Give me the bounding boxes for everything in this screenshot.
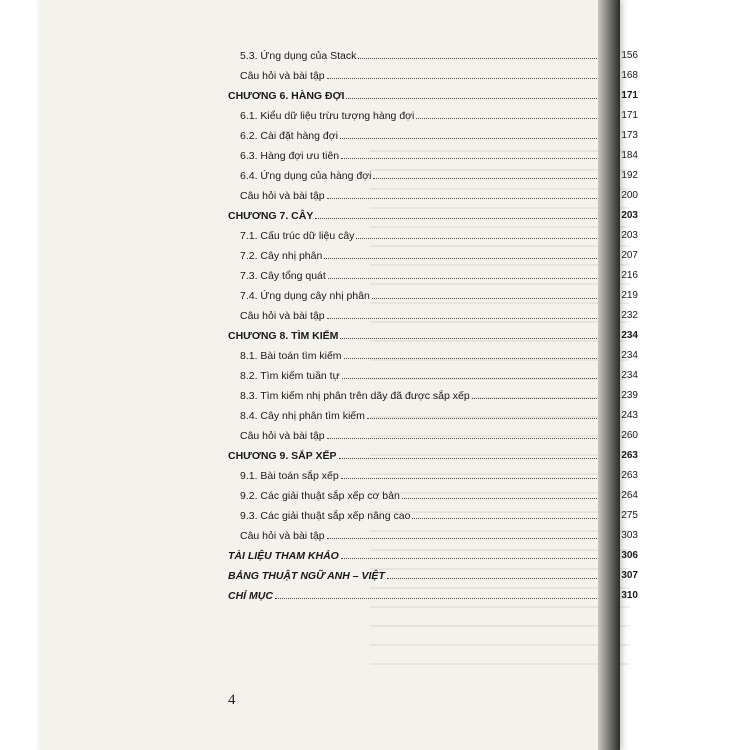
toc-entry-title: BẢNG THUẬT NGỮ ANH – VIỆT [228,570,385,582]
dot-leader [341,157,619,159]
toc-entry-title: 6.4. Ứng dụng của hàng đợi [240,170,372,182]
toc-entry-page: 200 [621,190,638,201]
book-page [40,0,638,750]
table-of-contents [190,42,638,602]
toc-entry-row [190,302,638,322]
toc-entry-row [190,342,638,362]
toc-entry-row [190,382,638,402]
dot-leader [358,57,619,59]
toc-chapter-row [190,442,638,462]
toc-entry-title: 7.2. Cây nhị phân [240,250,323,262]
toc-entry-row [190,502,638,522]
toc-entry-title: CHƯƠNG 6. HÀNG ĐỢI [228,90,345,102]
toc-entry-page: 168 [621,70,638,81]
toc-entry-page: 264 [621,490,638,501]
dot-leader [372,297,619,299]
dot-leader [327,317,620,319]
dot-leader [356,237,619,239]
toc-entry-page: 173 [621,130,638,141]
dot-leader [315,217,619,219]
toc-entry-title: 9.1. Bài toán sắp xếp [240,470,339,482]
dot-leader [340,137,619,139]
toc-entry-title: CHỈ MỤC [228,590,273,602]
toc-entry-row [190,262,638,282]
dot-leader [339,457,620,459]
toc-chapter-row [190,322,638,342]
toc-backmatter-row [190,562,638,582]
toc-entry-page: 275 [621,510,638,521]
toc-entry-title: Câu hỏi và bài tập [240,530,325,542]
toc-entry-page: 219 [621,290,638,301]
toc-entry-row [190,402,638,422]
toc-entry-row [190,222,638,242]
toc-entry-title: CHƯƠNG 9. SẮP XẾP [228,450,337,462]
dot-leader [344,357,620,359]
toc-entry-page: 310 [621,590,638,601]
toc-entry-page: 263 [621,470,638,481]
toc-entry-title: 8.3. Tìm kiếm nhị phân trên dãy đã được sắp xếp [240,390,470,402]
toc-entry-row [190,362,638,382]
toc-entry-page: 203 [621,210,638,221]
toc-entry-row [190,162,638,182]
toc-entry-page: 239 [621,390,638,401]
toc-entry-page: 243 [621,410,638,421]
dot-leader [327,437,620,439]
toc-entry-page: 234 [621,330,638,341]
dot-leader [340,337,619,339]
toc-entry-title: 5.3. Ứng dụng của Stack [240,50,357,62]
toc-entry-row [190,122,638,142]
toc-entry-page: 234 [621,370,638,381]
toc-entry-row [190,462,638,482]
dot-leader [275,597,619,599]
toc-entry-title: Câu hỏi và bài tập [240,190,325,202]
toc-entry-row [190,102,638,122]
toc-entry-page: 216 [621,270,638,281]
toc-entry-title: 7.3. Cây tổng quát [240,270,326,282]
toc-entry-row [190,182,638,202]
page-number: 4 [228,692,236,708]
toc-entry-page: 156 [621,50,638,61]
toc-entry-title: 8.4. Cây nhị phân tìm kiếm [240,410,365,422]
dot-leader [367,417,619,419]
toc-entry-page: 234 [621,350,638,361]
dot-leader [416,117,619,119]
toc-entry-page: 171 [621,90,638,101]
toc-entry-row [190,42,638,62]
toc-entry-row [190,242,638,262]
dot-leader [387,577,619,579]
dot-leader [327,77,620,79]
toc-entry-row [190,422,638,442]
toc-entry-page: 207 [621,250,638,261]
toc-entry-row [190,282,638,302]
toc-entry-title: 9.2. Các giải thuật sắp xếp cơ bản [240,490,400,502]
toc-entry-title: 8.1. Bài toán tìm kiếm [240,350,342,362]
toc-entry-row [190,62,638,82]
dot-leader [346,97,619,99]
dot-leader [402,497,619,499]
toc-chapter-row [190,82,638,102]
dot-leader [327,537,620,539]
toc-entry-page: 303 [621,530,638,541]
dot-leader [324,257,619,259]
toc-entry-row [190,482,638,502]
toc-entry-title: Câu hỏi và bài tập [240,310,325,322]
book-spine-shadow [598,0,620,750]
dot-leader [341,477,620,479]
toc-entry-title: 9.3. Các giải thuật sắp xếp nâng cao [240,510,411,522]
toc-entry-title: Câu hỏi và bài tập [240,430,325,442]
toc-backmatter-row [190,542,638,562]
toc-entry-title: 7.4. Ứng dụng cây nhị phân [240,290,370,302]
dot-leader [327,197,620,199]
dot-leader [412,517,619,519]
toc-entry-title: TÀI LIỆU THAM KHẢO [228,550,339,562]
toc-backmatter-row [190,582,638,602]
toc-chapter-row [190,202,638,222]
toc-entry-page: 307 [621,570,638,581]
toc-entry-page: 260 [621,430,638,441]
dot-leader [342,377,620,379]
toc-entry-title: 6.2. Cài đặt hàng đợi [240,130,338,142]
toc-entry-row [190,142,638,162]
toc-entry-page: 184 [621,150,638,161]
dot-leader [328,277,620,279]
toc-entry-page: 171 [621,110,638,121]
toc-entry-title: CHƯƠNG 7. CÂY [228,210,314,222]
toc-entry-title: 6.1. Kiểu dữ liệu trừu tượng hàng đợi [240,110,415,122]
dot-leader [373,177,619,179]
toc-entry-title: 6.3. Hàng đợi ưu tiên [240,150,340,162]
toc-entry-page: 192 [621,170,638,181]
toc-entry-page: 263 [621,450,638,461]
toc-entry-title: CHƯƠNG 8. TÌM KIẾM [228,330,339,342]
toc-entry-page: 203 [621,230,638,241]
toc-entry-page: 232 [621,310,638,321]
toc-entry-title: Câu hỏi và bài tập [240,70,325,82]
toc-entry-title: 8.2. Tìm kiếm tuần tự [240,370,340,382]
toc-entry-page: 306 [621,550,638,561]
dot-leader [341,557,619,559]
toc-entry-row [190,522,638,542]
toc-entry-title: 7.1. Cấu trúc dữ liệu cây [240,230,355,242]
